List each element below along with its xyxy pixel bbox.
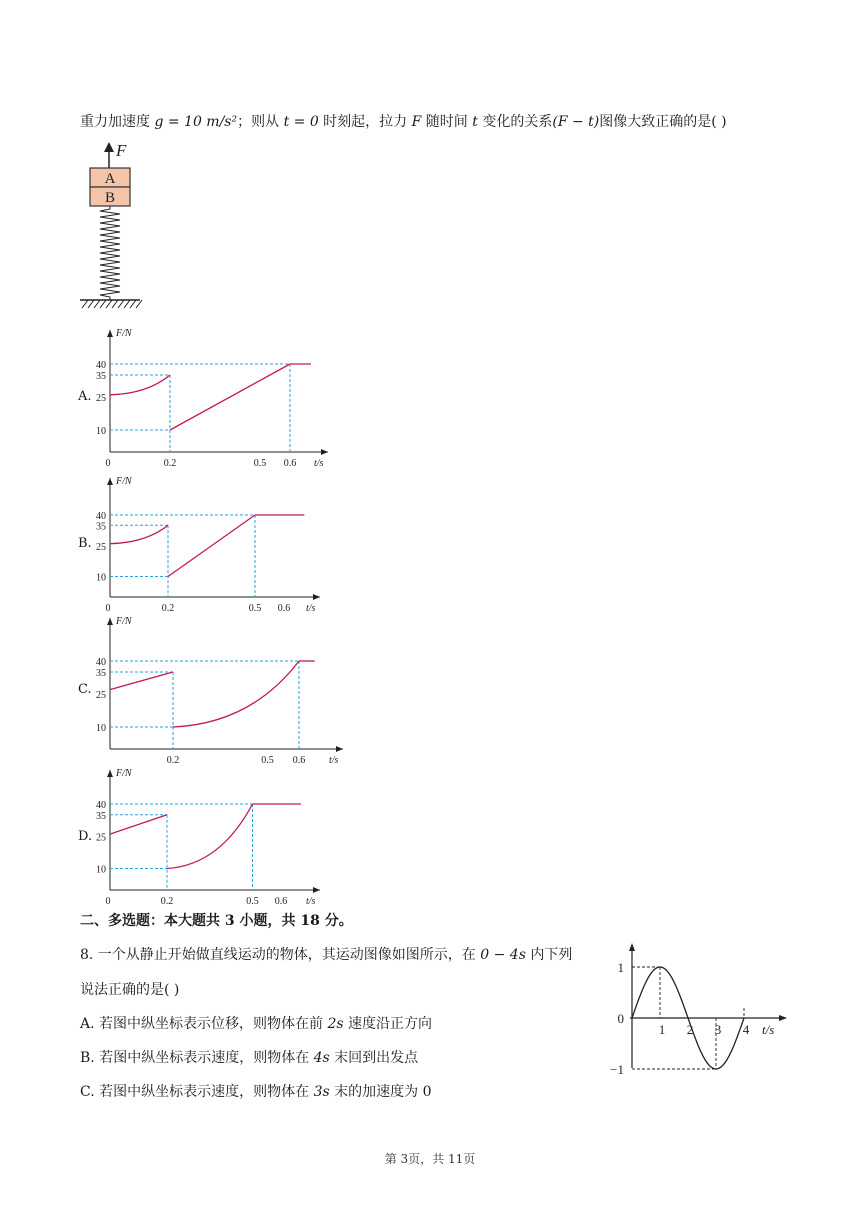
x-tick-label: 0.5: [261, 755, 274, 765]
q7-text-end: 图像大致正确的是( ): [599, 114, 727, 130]
x-tick-label: 0.6: [283, 458, 297, 469]
x-tick-label: 2: [686, 1022, 694, 1037]
y-tick-label: 25: [96, 393, 106, 404]
y-tick-label: 10: [96, 723, 106, 734]
y-tick-label: 25: [96, 541, 106, 553]
q7-text-mid2: 时刻起，拉力: [318, 114, 412, 130]
q7-text-before: 重力加速度: [80, 114, 155, 130]
y-axis-label: F/N: [116, 476, 132, 487]
y-tick-label: 40: [96, 800, 106, 811]
x-tick-label: 3: [714, 1022, 722, 1037]
x-tick-label: 0: [105, 603, 111, 614]
y-axis-arrow: [629, 943, 635, 951]
q8-line1-a: 8. 一个从静止开始做直线运动的物体，其运动图像如图所示，在: [80, 947, 481, 963]
y-axis-arrow: [107, 478, 113, 485]
y-tick-label: 0: [617, 1011, 624, 1026]
block-b-label: B: [104, 190, 116, 206]
y-axis-label: F/N: [116, 328, 132, 339]
y-axis-label: F/N: [116, 768, 132, 779]
option-c-label: C.: [78, 682, 92, 697]
question-8-line2: 说法正确的是( ): [80, 982, 180, 998]
x-axis-arrow: [313, 887, 320, 893]
x-tick-label: 0.5: [248, 603, 262, 614]
q8-opt-a-text2: 速度沿正方向: [343, 1016, 433, 1032]
x-axis-label: t/s: [306, 896, 316, 907]
x-tick-label: 4: [742, 1022, 750, 1037]
x-axis-arrow: [321, 449, 328, 455]
x-tick-label: 0.5: [253, 458, 267, 469]
x-tick-label: 0: [105, 896, 111, 907]
x-axis-arrow: [779, 1015, 787, 1021]
x-axis-label: t/s: [762, 1022, 775, 1037]
curve-segment-2: [170, 364, 290, 430]
x-tick-label: 0: [105, 458, 111, 469]
q7-formula-t0: t = 0: [283, 114, 319, 130]
x-axis-arrow: [313, 594, 320, 600]
x-tick-label: 0.6: [277, 603, 291, 614]
spring-block-apparatus: [76, 140, 146, 312]
y-axis-arrow: [107, 770, 113, 777]
q7-formula-g: g = 10 m/s²: [154, 114, 238, 130]
x-tick-label: 0.6: [274, 896, 288, 907]
curve-segment-2: [167, 804, 253, 869]
y-tick-label: 10: [96, 864, 106, 876]
force-arrow-head: [104, 142, 114, 152]
y-tick-label: 10: [96, 572, 106, 584]
q8-opt-a-formula: 2s: [327, 1016, 344, 1032]
q8-option-b: [80, 1048, 418, 1068]
curve-segment-2: [168, 515, 255, 577]
q7-formula-Ft: (F − t): [552, 114, 600, 130]
y-tick-label: 25: [96, 832, 106, 844]
q8-opt-a-text1: A. 若图中纵坐标表示位移，则物体在前: [80, 1016, 328, 1032]
y-tick-label: 25: [96, 690, 106, 701]
curve-segment-1: [110, 525, 168, 543]
option-a-chart: [88, 322, 348, 472]
option-d-label: D.: [78, 829, 93, 844]
y-tick-label: 10: [96, 426, 106, 437]
x-axis-label: t/s: [329, 755, 339, 765]
y-tick-label: 40: [96, 657, 106, 668]
option-d-chart: [88, 762, 348, 907]
curve-segment-1: [110, 375, 170, 395]
y-axis-arrow: [107, 618, 113, 625]
question-8-line1: [80, 945, 572, 965]
q8-opt-b-text2: 末回到出发点: [329, 1050, 419, 1066]
x-axis-label: t/s: [314, 458, 324, 469]
x-tick-label: 0.2: [160, 896, 174, 907]
y-tick-label: −1: [610, 1062, 624, 1077]
y-tick-label: 35: [96, 371, 106, 382]
option-c-chart: [88, 610, 363, 765]
section-2-heading: 二、多选题：本大题共 3 小题，共 18 分。: [80, 913, 353, 929]
q8-opt-b-text1: B. 若图中纵坐标表示速度，则物体在: [80, 1050, 314, 1066]
spring: [100, 206, 120, 300]
question-8-sine-chart: [605, 940, 790, 1080]
q8-opt-c-formula: 3s: [313, 1084, 330, 1100]
option-b-label: B.: [78, 536, 92, 551]
q7-var-t: t: [472, 114, 478, 130]
x-tick-label: 0.2: [163, 458, 177, 469]
ground-hatch: [82, 300, 142, 308]
y-axis-label: F/N: [116, 616, 132, 627]
y-tick-label: 40: [96, 511, 106, 522]
y-tick-label: 1: [617, 960, 624, 975]
option-b-chart: [88, 470, 348, 615]
page-footer: 第 3页，共 11页: [384, 1152, 476, 1166]
q8-opt-c-text2: 末的加速度为 0: [329, 1084, 432, 1100]
curve-segment-1: [110, 672, 173, 690]
q8-opt-c-text1: C. 若图中纵坐标表示速度，则物体在: [80, 1084, 314, 1100]
y-axis-arrow: [107, 330, 113, 337]
option-a-label: A.: [78, 389, 92, 404]
x-axis-arrow: [336, 746, 343, 752]
q8-option-c: [80, 1082, 431, 1102]
q7-text-mid4: 变化的关系: [477, 114, 553, 130]
x-tick-label: 0.2: [166, 755, 180, 765]
q7-text-mid1: ；则从: [237, 114, 284, 130]
y-tick-label: 35: [96, 668, 106, 679]
block-a-label: A: [104, 171, 116, 187]
q8-option-a: [80, 1014, 432, 1034]
x-tick-label: 0.6: [292, 755, 306, 765]
q7-var-F: F: [411, 114, 422, 130]
force-label: F: [116, 141, 127, 160]
y-tick-label: 35: [96, 810, 106, 822]
x-tick-label: 1: [658, 1022, 666, 1037]
q8-line1-b: 内下列: [525, 947, 573, 963]
q8-opt-b-formula: 4s: [313, 1050, 330, 1066]
y-tick-label: 40: [96, 360, 106, 371]
x-axis-label: t/s: [306, 603, 316, 614]
question-7-text: [80, 112, 727, 132]
curve-segment-1: [110, 815, 167, 834]
y-tick-label: 35: [96, 521, 106, 533]
curve-segment-2: [173, 661, 299, 727]
x-tick-label: 0.2: [161, 603, 175, 614]
x-tick-label: 0.5: [246, 896, 259, 907]
q8-line1-formula: 0 − 4s: [480, 947, 526, 963]
q7-text-mid3: 随时间: [421, 114, 473, 130]
